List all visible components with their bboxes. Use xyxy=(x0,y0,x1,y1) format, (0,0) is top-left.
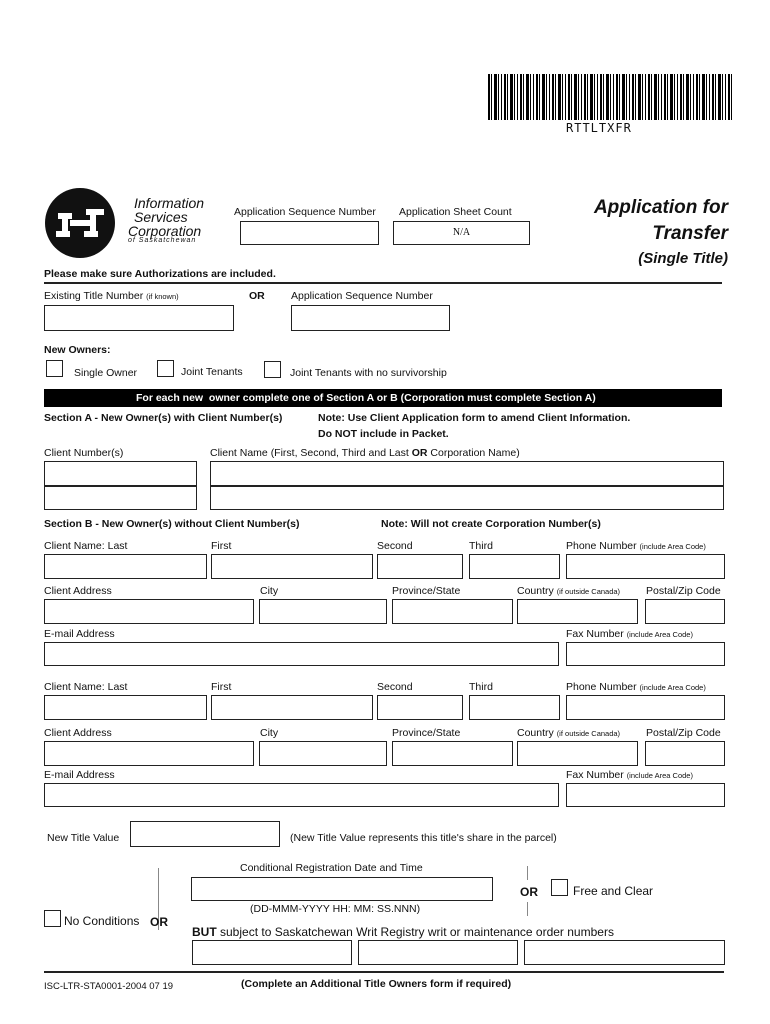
owner1-phone-hint: (include Area Code) xyxy=(639,542,706,551)
owner1-second-label: Second xyxy=(377,540,413,552)
logo-line-3: Corporation xyxy=(128,223,202,239)
client-name-text-a: Client Name (First, Second, Third and Last xyxy=(210,447,412,459)
owner2-country-label xyxy=(517,727,620,739)
owner2-fax-hint: (include Area Code) xyxy=(626,771,693,780)
owner2-country-hint: (if outside Canada) xyxy=(556,729,621,738)
owner2-second-field[interactable] xyxy=(377,695,463,720)
owner2-third-field[interactable] xyxy=(469,695,560,720)
owner1-third-field[interactable] xyxy=(469,554,560,579)
existing-app-seq-label: Application Sequence Number xyxy=(291,290,433,302)
owner2-address-label: Client Address xyxy=(44,727,112,739)
owner2-province-label: Province/State xyxy=(392,727,461,739)
owner1-country-field[interactable] xyxy=(517,599,638,624)
owner1-phone-field[interactable] xyxy=(566,554,725,579)
owner1-fax-text: Fax Number xyxy=(566,628,624,640)
section-a-note-1: Note: Use Client Application form to amend Client Information. xyxy=(318,412,631,424)
writ-number-field-2[interactable] xyxy=(358,940,518,965)
conditional-date-format: (DD-MMM-YYYY HH: MM: SS.NNN) xyxy=(250,903,421,915)
title-value-label: New Title Value xyxy=(47,832,120,844)
barcode-text: RTTLTXFR xyxy=(566,121,632,135)
client-name-field-1[interactable] xyxy=(210,461,724,486)
joint-tenants-label: Joint Tenants xyxy=(181,366,243,378)
authorizations-note: Please make sure Authorizations are included. xyxy=(44,268,276,280)
conditional-date-label: Conditional Registration Date and Time xyxy=(240,862,423,874)
owner2-country-field[interactable] xyxy=(517,741,638,766)
owner1-province-label: Province/State xyxy=(392,585,461,597)
owner2-fax-label xyxy=(566,769,693,781)
owner1-email-label: E-mail Address xyxy=(44,628,115,640)
writ-text: subject to Saskatchewan Writ Registry writ or maintenance order numbers xyxy=(216,925,614,939)
sheet-count-value: N/A xyxy=(452,227,471,238)
client-name-label xyxy=(210,447,520,459)
owner2-phone-label xyxy=(566,681,706,693)
section-banner xyxy=(44,389,722,407)
owner1-address-label: Client Address xyxy=(44,585,112,597)
conditional-date-field[interactable] xyxy=(191,877,493,901)
owner1-first-label: First xyxy=(211,540,232,552)
page-title-line-2: Transfer xyxy=(652,223,728,244)
existing-title-hint: (if known) xyxy=(146,292,179,301)
section-banner-text: For each new owner complete one of Section A or B (Corporation must complete Section A) xyxy=(136,392,596,404)
sheet-count-field[interactable] xyxy=(393,221,530,245)
isc-logo-icon xyxy=(44,187,116,259)
owner1-fax-label xyxy=(566,628,693,640)
owner2-postal-field[interactable] xyxy=(645,741,725,766)
owner1-address-field[interactable] xyxy=(44,599,254,624)
free-clear-checkbox[interactable] xyxy=(551,879,568,896)
owner2-city-label: City xyxy=(260,727,279,739)
owner1-phone-text: Phone Number xyxy=(566,540,637,552)
owner2-third-label: Third xyxy=(469,681,493,693)
owner2-first-field[interactable] xyxy=(211,695,373,720)
app-seq-label: Application Sequence Number xyxy=(234,206,376,218)
logo-line-1: Information xyxy=(134,195,205,211)
title-value-note: (New Title Value represents this title's share in the parcel) xyxy=(290,832,557,844)
no-conditions-or: OR xyxy=(150,915,168,929)
owner1-postal-label: Postal/Zip Code xyxy=(646,585,721,597)
joint-tenants-checkbox[interactable] xyxy=(157,360,174,377)
client-name-text-b: Corporation Name) xyxy=(427,447,520,459)
owner2-last-field[interactable] xyxy=(44,695,207,720)
owner2-phone-hint: (include Area Code) xyxy=(639,683,706,692)
owner2-city-field[interactable] xyxy=(259,741,387,766)
owner2-postal-label: Postal/Zip Code xyxy=(646,727,721,739)
writ-number-field-3[interactable] xyxy=(524,940,725,965)
owner2-phone-field[interactable] xyxy=(566,695,725,720)
owner2-address-field[interactable] xyxy=(44,741,254,766)
isc-logo xyxy=(44,187,116,259)
owner1-fax-hint: (include Area Code) xyxy=(626,630,693,639)
new-owners-heading: New Owners: xyxy=(44,344,111,356)
owner2-fax-field[interactable] xyxy=(566,783,725,807)
no-conditions-checkbox[interactable] xyxy=(44,910,61,927)
or-divider-bottom xyxy=(527,902,528,916)
owner1-first-field[interactable] xyxy=(211,554,373,579)
form-id: ISC-LTR-STA0001-2004 07 19 xyxy=(44,981,174,992)
writ-but: BUT xyxy=(192,925,217,939)
writ-registry-label xyxy=(192,925,614,939)
page-title-line-3: (Single Title) xyxy=(638,250,728,267)
logo-line-4: of Saskatchewan xyxy=(128,237,197,244)
existing-title-label xyxy=(44,290,179,302)
owner1-postal-field[interactable] xyxy=(645,599,725,624)
joint-no-survivorship-label: Joint Tenants with no survivorship xyxy=(290,367,447,379)
page-title-line-1: Application for xyxy=(593,197,728,218)
owner1-city-field[interactable] xyxy=(259,599,387,624)
sheet-count-label: Application Sheet Count xyxy=(399,206,512,218)
joint-no-survivorship-checkbox[interactable] xyxy=(264,361,281,378)
owner1-phone-label xyxy=(566,540,706,552)
section-a-note-2: Do NOT include in Packet. xyxy=(318,428,449,440)
existing-title-or: OR xyxy=(249,290,265,302)
or-divider-top xyxy=(527,866,528,880)
owner2-country-text: Country xyxy=(517,727,554,739)
owner1-city-label: City xyxy=(260,585,279,597)
owner1-country-hint: (if outside Canada) xyxy=(556,587,621,596)
owner1-last-field[interactable] xyxy=(44,554,207,579)
owner1-third-label: Third xyxy=(469,540,493,552)
owner2-fax-text: Fax Number xyxy=(566,769,624,781)
existing-app-seq-field[interactable] xyxy=(291,305,450,331)
owner2-province-field[interactable] xyxy=(392,741,513,766)
section-b-title: Section B - New Owner(s) without Client Number(s) xyxy=(44,518,300,530)
header-divider xyxy=(44,282,722,284)
owner1-email-field[interactable] xyxy=(44,642,559,666)
section-b-note: Note: Will not create Corporation Number(s) xyxy=(381,518,601,530)
footer-divider xyxy=(44,971,724,973)
owner1-last-label: Client Name: Last xyxy=(44,540,128,552)
owner2-email-label: E-mail Address xyxy=(44,769,115,781)
owner1-country-text: Country xyxy=(517,585,554,597)
client-name-or: OR xyxy=(411,447,428,459)
single-owner-label: Single Owner xyxy=(74,367,138,379)
owner1-fax-field[interactable] xyxy=(566,642,725,666)
owner1-second-field[interactable] xyxy=(377,554,463,579)
owner1-country-label xyxy=(517,585,620,597)
owner2-email-field[interactable] xyxy=(44,783,559,807)
client-number-field-1[interactable] xyxy=(44,461,197,486)
free-clear-label: Free and Clear xyxy=(573,884,654,898)
owner2-phone-text: Phone Number xyxy=(566,681,637,693)
writ-number-field-1[interactable] xyxy=(192,940,352,965)
section-a-title: Section A - New Owner(s) with Client Number(s) xyxy=(44,412,283,424)
client-number-field-2[interactable] xyxy=(44,486,197,510)
existing-title-text: Existing Title Number xyxy=(44,290,144,302)
owner2-last-label: Client Name: Last xyxy=(44,681,128,693)
logo-line-2: Services xyxy=(134,209,188,225)
title-value-field[interactable] xyxy=(130,821,280,847)
footer-note: (Complete an Additional Title Owners form if required) xyxy=(241,978,512,990)
app-seq-field[interactable] xyxy=(240,221,379,245)
owner2-second-label: Second xyxy=(377,681,413,693)
owner2-first-label: First xyxy=(211,681,232,693)
conditional-or: OR xyxy=(520,885,538,899)
no-conditions-label: No Conditions xyxy=(64,914,140,928)
barcode xyxy=(488,74,732,120)
client-numbers-label: Client Number(s) xyxy=(44,447,124,459)
owner1-province-field[interactable] xyxy=(392,599,513,624)
existing-title-field[interactable] xyxy=(44,305,234,331)
client-name-field-2[interactable] xyxy=(210,486,724,510)
single-owner-checkbox[interactable] xyxy=(46,360,63,377)
